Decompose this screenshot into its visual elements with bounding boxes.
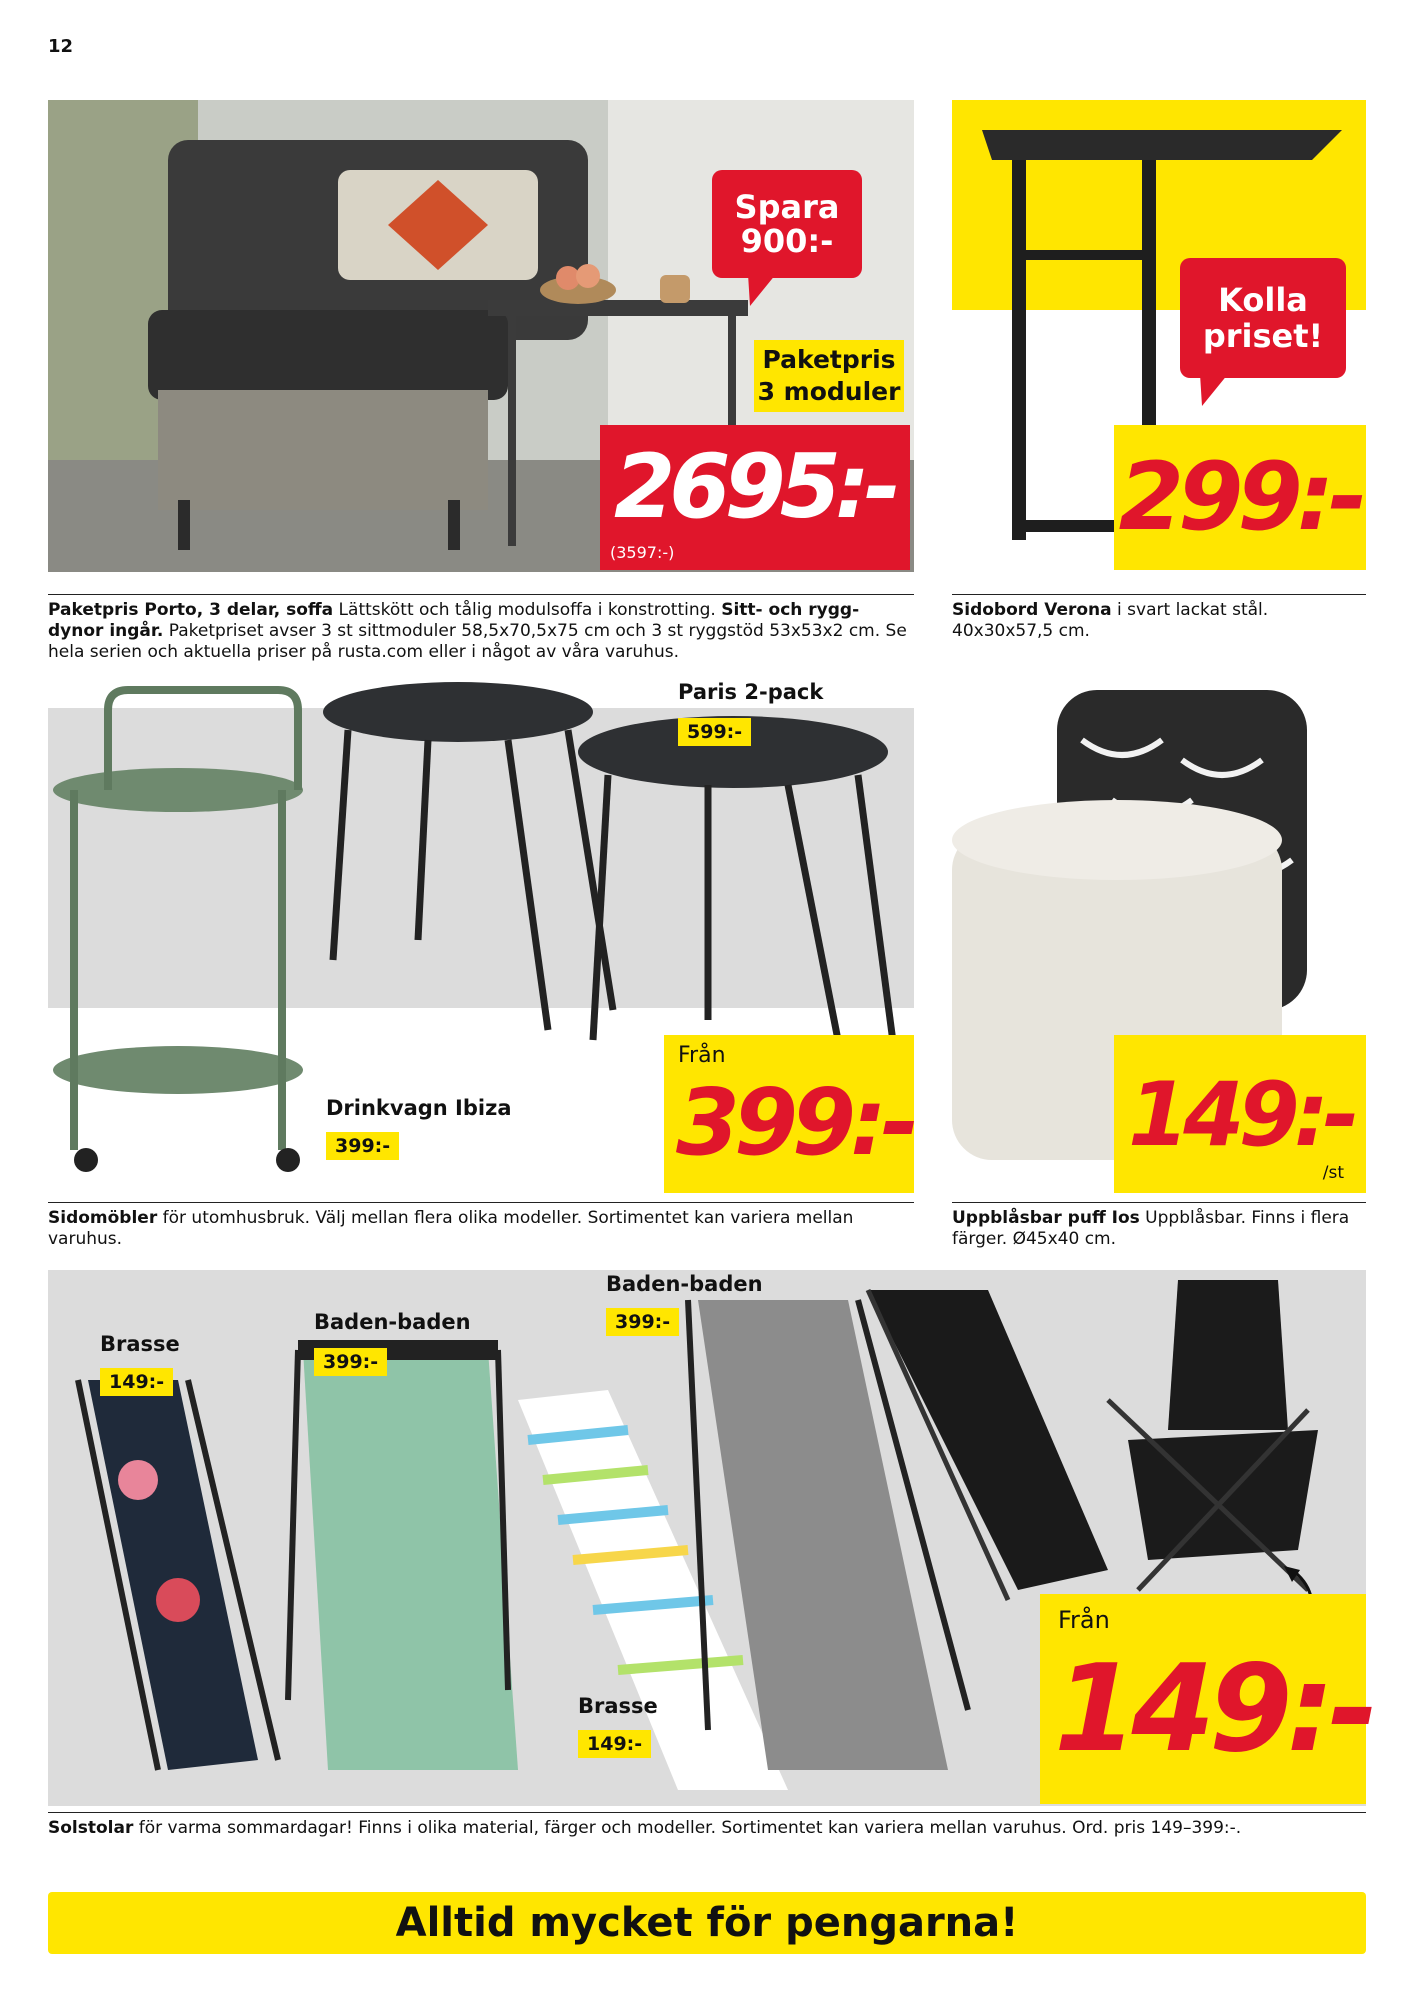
brasse2-label: Brasse [578, 1694, 658, 1718]
divider [48, 1202, 914, 1203]
solstolar-price-box [1040, 1594, 1373, 1804]
solstolar-from: Från [1058, 1606, 1110, 1634]
sofa-caption-title: Paketpris Porto, 3 delar, soffa [48, 600, 334, 620]
sidobord-caption-title: Sidobord Verona [952, 600, 1112, 620]
sidobord-price-box [1114, 425, 1366, 570]
sidomobler-caption-text: för utomhusbruk. Välj mellan flera olika modeller. Sortimentet kan variera mellan varuhus. [48, 1208, 854, 1249]
brasse1-label: Brasse [100, 1332, 180, 1356]
sofa-caption [48, 600, 914, 663]
divider [952, 594, 1366, 595]
sidomobler-caption [48, 1208, 914, 1250]
brasse1-price-tag: 149:- [100, 1368, 173, 1396]
solstolar-caption-text: för varma sommardagar! Finns i olika material, färger och modeller. Sortimentet kan variera mellan varuhus. Ord. pris 149–399:-. [133, 1818, 1242, 1838]
paris-label: Paris 2-pack [678, 680, 824, 704]
paris-price-tag: 599:- [678, 718, 751, 746]
baden2-price-tag: 399:- [606, 1308, 679, 1336]
package-badge-line2: 3 moduler [757, 377, 901, 406]
baden1-price-tag: 399:- [314, 1348, 387, 1376]
drinkvagn-label: Drinkvagn Ibiza [326, 1096, 512, 1120]
puff-price-box [1114, 1035, 1366, 1193]
sidomobler-price-box [664, 1035, 914, 1193]
sidomobler-from: Från [678, 1043, 726, 1068]
sofa-price: 2695:- [614, 435, 895, 538]
check-price-bubble: Kolla priset! [1180, 258, 1346, 378]
sofa-caption-text1: Lättskött och tålig modulsoffa i konstrotting. [333, 600, 722, 620]
puff-caption-text: Uppblåsbar. Finns i flera färger. Ø45x40 cm. [952, 1208, 1350, 1249]
divider [952, 1202, 1366, 1203]
drinkvagn-price-tag: 399:- [326, 1132, 399, 1160]
divider [48, 594, 914, 595]
sidomobler-price: 399:- [676, 1069, 914, 1176]
package-badge-line1: Paketpris [762, 345, 896, 374]
sidobord-caption-text: i svart lackat stål. 40x30x57,5 cm. [952, 600, 1269, 641]
sidomobler-caption-title: Sidomöbler [48, 1208, 158, 1228]
solstolar-caption [48, 1818, 1366, 1839]
puff-price: 149:- [1128, 1063, 1354, 1166]
puff-unit: /st [1322, 1163, 1344, 1183]
puff-caption-title: Uppblåsbar puff Ios [952, 1208, 1140, 1228]
page-number: 12 [48, 36, 74, 57]
solstolar-price: 149:- [1054, 1640, 1373, 1779]
sidobord-panel [952, 100, 1366, 572]
sidobord-caption [952, 600, 1366, 642]
sofa-caption-text2: Paketpriset avser 3 st sittmoduler 58,5x70,5x75 cm och 3 st ryggstöd 53x53x2 cm. Se hela serien och aktuella priser på rusta.com eller i något av våra varuhus. [48, 621, 907, 662]
sidobord-price: 299:- [1118, 442, 1362, 552]
puff-caption [952, 1208, 1366, 1250]
sofa-price-box [600, 425, 910, 570]
package-badge [754, 340, 904, 412]
brasse2-price-tag: 149:- [578, 1730, 651, 1758]
footer-banner: Alltid mycket för pengarna! [48, 1892, 1366, 1954]
baden2-label: Baden-baden [606, 1272, 763, 1296]
sofa-caption-bold: Sitt- och rygg-dynor ingår. [48, 600, 860, 641]
solstolar-caption-title: Solstolar [48, 1818, 134, 1838]
check-price-bubble-tail [1200, 374, 1230, 408]
baden1-label: Baden-baden [314, 1310, 471, 1334]
sofa-ord-price: (3597:-) [610, 543, 675, 562]
divider [48, 1812, 1366, 1813]
savings-bubble: Spara 900:- [712, 170, 862, 278]
savings-bubble-tail [748, 274, 778, 308]
